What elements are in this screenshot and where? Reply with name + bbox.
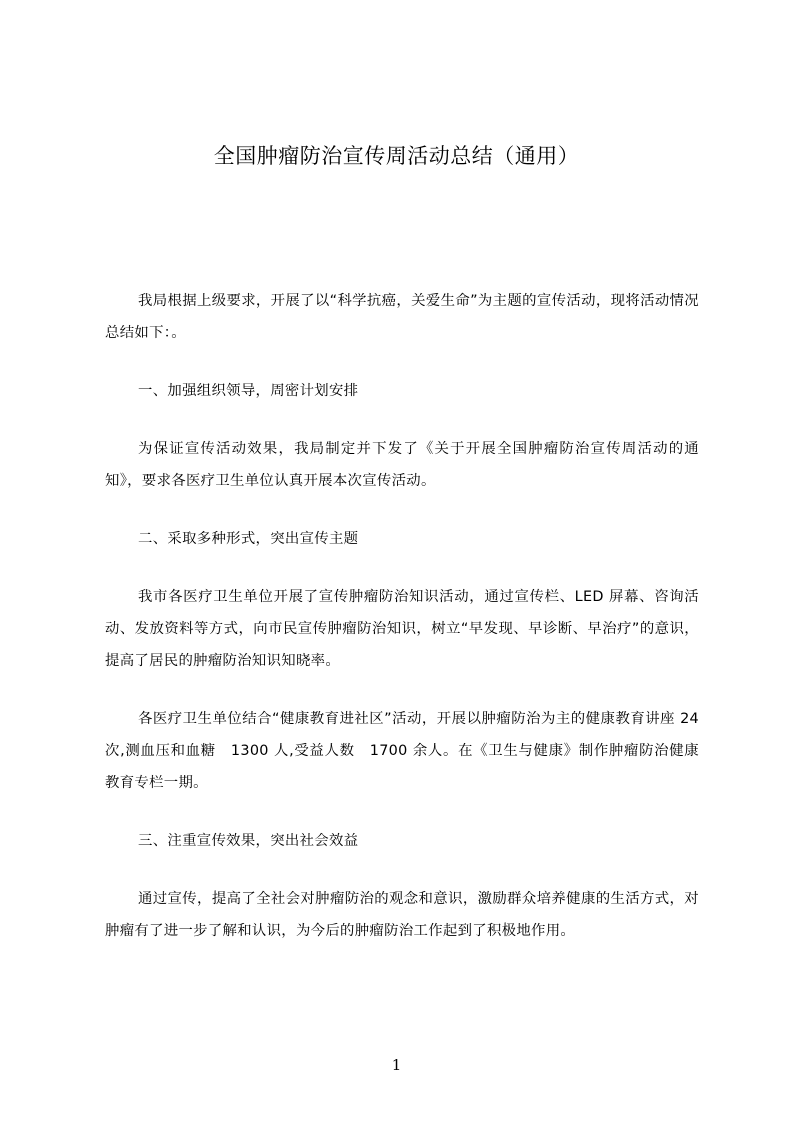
paragraph-gap <box>105 349 699 375</box>
section-1-heading: 一、加强组织领导，周密计划安排 <box>138 383 359 399</box>
document-title: 全国肿瘤防治宣传周活动总结（通用） <box>213 144 580 168</box>
paragraph-gap <box>105 497 699 523</box>
page-number: 1 <box>391 1056 402 1074</box>
section-1-paragraph: 为保证宣传活动效果，我局制定并下发了《关于开展全国肿瘤防治宣传周活动的通知》，要求各医疗卫生单位认真开展本次宣传活动。 <box>105 441 699 489</box>
section-2-paragraph-1: 我市各医疗卫生单位开展了宣传肿瘤防治知识活动，通过宣传栏、LED 屏幕、咨询活动、发放资料等方式，向市民宣传肿瘤防治知识，树立“早发现、早诊断、早治疗”的意识，提高了居民的肿瘤防治知识知晓率。 <box>105 589 699 669</box>
paragraph-gap <box>105 857 699 883</box>
section-3-heading: 三、注重宣传效果，突出社会效益 <box>138 833 359 849</box>
section-2-heading: 二、采取多种形式，突出宣传主题 <box>138 531 359 547</box>
paragraph-gap <box>105 555 699 581</box>
section-2-paragraph-2: 各医疗卫生单位结合“健康教育进社区”活动，开展以肿瘤防治为主的健康教育讲座 24 次,测血压和血糖 1300 人,受益人数 1700 余人。在《卫生与健康》制作肿瘤防治健康教育专栏一期。 <box>105 711 699 791</box>
section-3-paragraph: 通过宣传，提高了全社会对肿瘤防治的观念和意识，激励群众培养健康的生活方式，对肿瘤有了进一步了解和认识，为今后的肿瘤防治工作起到了积极地作用。 <box>105 891 699 939</box>
paragraph-gap <box>105 407 699 433</box>
document-body <box>105 285 699 947</box>
paragraph-gap <box>105 677 699 703</box>
intro-paragraph: 我局根据上级要求，开展了以“科学抗癌，关爱生命”为主题的宣传活动，现将活动情况总结如下：。 <box>105 293 699 341</box>
paragraph-gap <box>105 799 699 825</box>
